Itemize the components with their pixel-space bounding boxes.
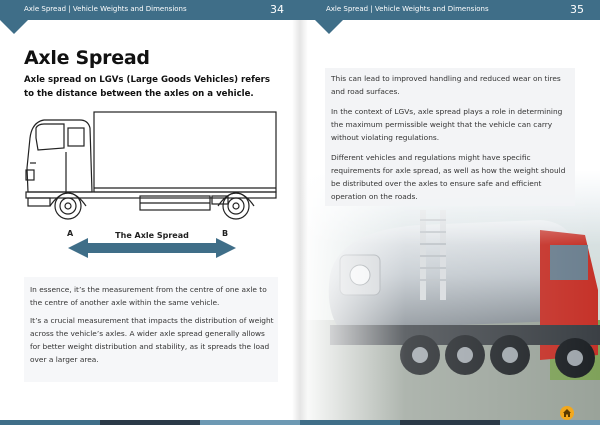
home-button[interactable] [560,406,574,420]
strip-segment [300,420,400,425]
right-header-notch [315,20,343,34]
left-paragraph-1: In essence, it’s the measurement from the centre of one axle to the centre of another axle within the same vehicle. [30,285,267,307]
header-bar [0,0,600,20]
strip-segment [0,420,100,425]
strip-segment [100,420,200,425]
axle-spread-label: The Axle Spread [115,231,189,240]
axle-marker-a: A [67,229,74,238]
left-page-number: 34 [270,3,284,16]
right-paragraph-1: This can lead to improved handling and reduced wear on tires and road surfaces. [331,74,561,96]
strip-segment [200,420,300,425]
strip-segment [500,420,600,425]
left-running-title: Axle Spread | Vehicle Weights and Dimensions [24,5,187,13]
strip-segment [400,420,500,425]
right-paragraph-3: Different vehicles and regulations might have specific requirements for axle spread, as well as how the weight should be distributed over the axles to ensure safe and efficient operation on the roads. [331,153,566,201]
axle-marker-b: B [222,229,229,238]
truck-line-drawing [22,108,280,226]
intro-paragraph: Axle spread on LGVs (Large Goods Vehicles) refers to the distance between the axles on a vehicle. [24,75,271,99]
right-text-box [325,68,575,206]
tanker-truck-photo [300,170,600,420]
left-paragraph-2: It’s a crucial measurement that impacts the distribution of weight across the vehicle’s axles. A wider axle spread generally allows for better weight distribution and stability, as it spreads the load over a larger area. [30,316,274,364]
bottom-color-strip [0,420,600,425]
page-gutter [292,20,308,420]
page-title: Axle Spread [24,47,150,69]
right-paragraph-2: In the context of LGVs, axle spread plays a role in determining the maximum permissible weight that the vehicle can carry without violating regulations. [331,107,563,142]
left-text-box [24,277,278,382]
left-header-notch [0,20,28,34]
home-icon [562,408,572,418]
right-running-title: Axle Spread | Vehicle Weights and Dimensions [326,5,489,13]
right-page-number: 35 [570,3,584,16]
